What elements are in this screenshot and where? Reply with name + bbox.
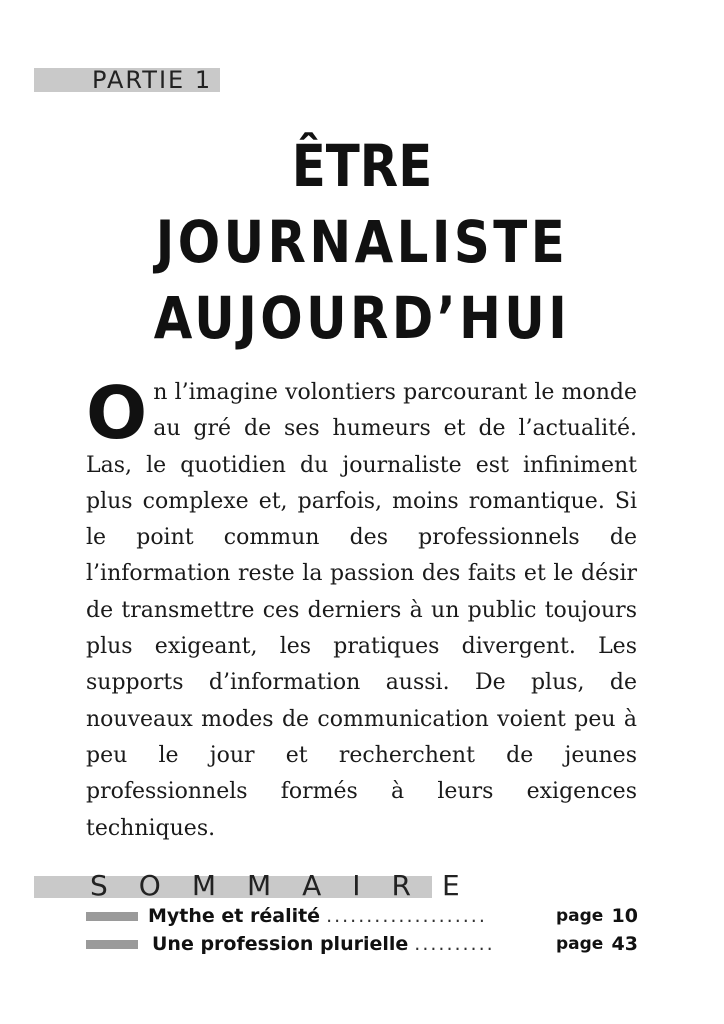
partie-label: PARTIE 1 bbox=[92, 66, 213, 94]
intro-text: n l’imagine volontiers parcourant le monde au gré de ses humeurs et de l’actualité. Las, le quotidien du journaliste est infiniment plus complexe et, parfois, moins romantique. Si le point commun des professionnels de l’information reste la passion des faits et le désir de transmettre ces derniers à un public toujours plus exigeant, les pratiques divergent. Les supports d’information aussi. De plus, de nouveaux modes de communication voient peu à peu le jour et recherchent de jeunes professionnels formés à leurs exigences techniques. bbox=[86, 380, 637, 841]
toc-leader-dots: .................... bbox=[326, 905, 487, 927]
toc-bullet-bar bbox=[86, 940, 138, 949]
toc-leader-dots: .......... bbox=[414, 933, 495, 955]
chapter-title bbox=[51, 128, 674, 356]
sommaire-label: SOMMAIRE bbox=[90, 869, 491, 902]
intro-paragraph bbox=[86, 371, 637, 847]
toc-entry-title: Mythe et réalité bbox=[148, 905, 321, 927]
title-line-1: ÊTRE bbox=[291, 132, 433, 200]
toc-page-word: page bbox=[556, 906, 604, 926]
toc-bullet-bar bbox=[86, 912, 138, 921]
toc-page-word: page bbox=[556, 934, 604, 954]
title-line-2: JOURNALISTE bbox=[155, 208, 569, 276]
drop-cap: O bbox=[86, 371, 148, 455]
toc-entry[interactable] bbox=[86, 930, 638, 958]
toc-entry-title: Une profession plurielle bbox=[152, 933, 409, 955]
toc-entry[interactable] bbox=[86, 902, 638, 930]
toc-page-number: 10 bbox=[611, 905, 638, 927]
table-of-contents bbox=[86, 902, 638, 958]
toc-page-number: 43 bbox=[611, 933, 638, 955]
title-line-3: AUJOURD’HUI bbox=[153, 284, 571, 352]
